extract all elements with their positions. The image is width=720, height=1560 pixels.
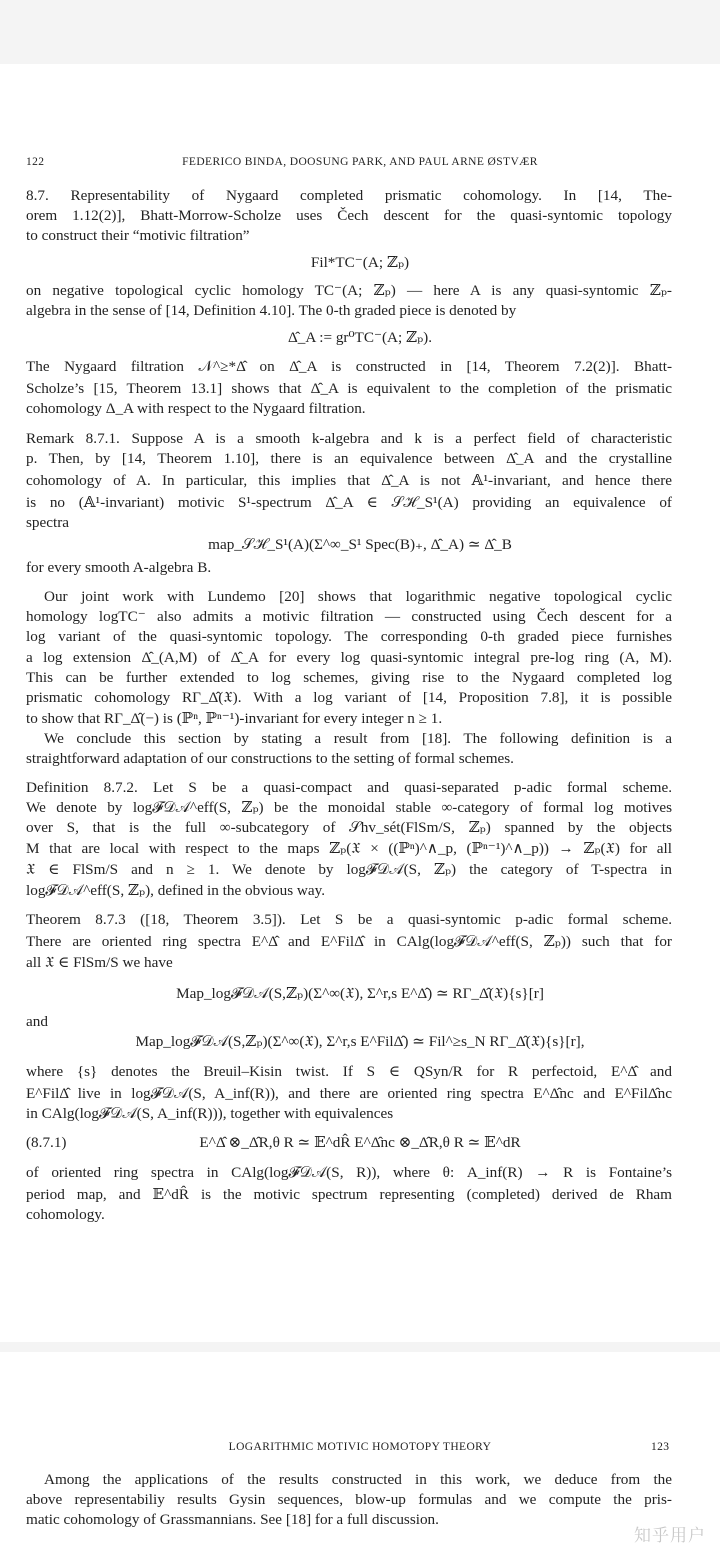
text-line: Theorem 8.7.3 ([18, Theorem 3.5]). Let S be a quasi-syntomic p-adic formal scheme.	[26, 911, 672, 928]
text-line: Scholze’s [15, Theorem 13.1] shows that Δ̂_A is equivalent to the completion of the prismatic	[26, 380, 672, 397]
text-line: spectra	[26, 514, 70, 531]
text-line: matic cohomology of Grassmannians. See [18] for a full discussion.	[26, 1511, 439, 1528]
text-line: homology logTC⁻ also admits a motivic filtration — constructed using Čech descent for a	[26, 608, 672, 625]
text-line: Map_log𝓕𝒟𝒜(S,ℤₚ)(Σ^∞(𝔛), Σ^r,s E^FilΔ̂) ≃ Fil^≥s_N RΓ_Δ̂(𝔛){s}[r],	[135, 1033, 585, 1050]
text-line: cohomology.	[26, 1206, 105, 1223]
page-number-2: 123	[651, 1441, 670, 1453]
text-line: straightforward adaptation of our constructions to the setting of formal schemes.	[26, 750, 514, 767]
text-line: E^FilΔ̂ live in log𝓕𝒟𝒜(S, A_inf(R)), and there are oriented ring spectra E^Δ̂nc and E^FilΔ̂nc	[26, 1085, 672, 1102]
text-line: is no (𝔸¹-invariant) motivic S¹-spectrum Δ̂_A ∈ 𝒮ℋ_S¹(A) providing an equivalence of	[26, 494, 672, 511]
text-line: We conclude this section by stating a result from [18]. The following definition is a	[44, 730, 672, 747]
text-line: where {s} denotes the Breuil–Kisin twist. If S ∈ QSyn/R for R perfectoid, E^Δ̂ and	[26, 1063, 672, 1080]
text-line: of oriented ring spectra in CAlg(log𝓕𝒟𝒜(S, R)), where θ: A_inf(R) → R is Fontaine’s	[26, 1164, 672, 1181]
text-line: orem 1.12(2)], Bhatt-Morrow-Scholze uses Čech descent for the quasi-syntomic topology	[26, 207, 672, 224]
text-line: log𝓕𝒟𝒜^eff(S, ℤₚ), defined in the obvious way.	[26, 882, 326, 899]
text-line: to construct their “motivic filtration”	[26, 227, 250, 244]
text-line: log variant of the quasi-syntomic topology. The corresponding 0-th graded piece furnishes	[26, 628, 672, 645]
text-line: period map, and 𝔼^dR̂ is the motivic spectrum representing (completed) derived de Rham	[26, 1186, 672, 1203]
text-line: Map_log𝓕𝒟𝒜(S,ℤₚ)(Σ^∞(𝔛), Σ^r,s E^Δ̂) ≃ RΓ_Δ̂(𝔛){s}[r]	[176, 985, 544, 1002]
text-line: and	[26, 1013, 48, 1030]
page-number: 122	[26, 156, 45, 168]
running-header: FEDERICO BINDA, DOOSUNG PARK, AND PAUL ARNE ØSTVÆR	[182, 156, 538, 168]
text-line: in CAlg(log𝓕𝒟𝒜(S, A_inf(R))), together with equivalences	[26, 1105, 394, 1122]
text-line: M that are local with respect to the maps ℤₚ(𝔛 × ((ℙⁿ)^∧_p, (ℙⁿ⁻¹)^∧_p)) → ℤₚ(𝔛) for all	[26, 840, 672, 857]
text-line: p. Then, by [14, Theorem 1.10], there is an equivalence between Δ̂_A and the crystalline	[26, 450, 672, 467]
text-line: all 𝔛 ∈ FlSm/S we have	[26, 954, 173, 971]
text-line: There are oriented ring spectra E^Δ̂ and E^FilΔ̂ in CAlg(log𝓕𝒟𝒜^eff(S, ℤₚ)) such that for	[26, 933, 672, 950]
text-line: Δ̂_A := gr⁰TC⁻(A; ℤₚ).	[287, 329, 433, 346]
text-line: Definition 8.7.2. Let S be a quasi-compact and quasi-separated p-adic formal scheme.	[26, 779, 672, 796]
text-line: above representabiliy results Gysin sequences, blow-up formulas and we compute the pris-	[26, 1491, 672, 1508]
text-line: prismatic cohomology RΓ_Δ̂(𝔛). With a log variant of [14, Proposition 7.8], it is possible	[26, 689, 672, 706]
text-line: cohomology of A. In particular, this implies that Δ̂_A is not 𝔸¹-invariant, and hence there	[26, 472, 672, 489]
text-line: over S, that is the full ∞-subcategory of 𝒮hv_sét(FlSm/S, ℤₚ) spanned by the objects	[26, 819, 672, 836]
text-line: Among the applications of the results constructed in this work, we deduce from the	[44, 1471, 672, 1488]
text-line: cohomology Δ_A with respect to the Nygaard filtration.	[26, 400, 366, 417]
text-line: Our joint work with Lundemo [20] shows that logarithmic negative topological cyclic	[44, 588, 672, 605]
text-line: 𝔛 ∈ FlSm/S and n ≥ 1. We denote by log𝓕𝒟𝒜(S, ℤₚ) the category of T-spectra in	[26, 861, 672, 878]
text-line: a log extension Δ̂_(A,M) of Δ̂_A for every log quasi-syntomic integral pre-log ring (A, M).	[26, 649, 672, 666]
watermark: 知乎用户	[634, 1526, 706, 1546]
text-line: for every smooth A-algebra B.	[26, 559, 212, 576]
text-line: We denote by log𝓕𝒟𝒜^eff(S, ℤₚ) be the monoidal stable ∞-category of formal log motives	[26, 799, 672, 816]
running-header-2: LOGARITHMIC MOTIVIC HOMOTOPY THEORY	[228, 1441, 492, 1453]
text-line: to show that RΓ_Δ̂(−) is (ℙⁿ, ℙⁿ⁻¹)-invariant for every integer n ≥ 1.	[26, 710, 443, 727]
text-line: E^Δ̂ ⊗_Δ̂R,θ R ≃ 𝔼^dR̂ E^Δ̂nc ⊗_Δ̂R,θ R ≃ 𝔼^dR	[199, 1134, 521, 1151]
text-line: (8.7.1)	[26, 1134, 67, 1151]
text-line: The Nygaard filtration 𝒩^≥*Δ̂ on Δ̂_A is constructed in [14, Theorem 7.2(2)]. Bhatt-	[26, 358, 672, 375]
text-line: map_𝒮ℋ_S¹(A)(Σ^∞_S¹ Spec(B)₊, Δ̂_A) ≃ Δ̂_B	[208, 536, 512, 553]
text-line: 8.7. Representability of Nygaard completed prismatic cohomology. In [14, The-	[26, 187, 672, 204]
text-line: on negative topological cyclic homology TC⁻(A; ℤₚ) — here A is any quasi-syntomic ℤₚ-	[26, 282, 672, 299]
text-line: Remark 8.7.1. Suppose A is a smooth k-algebra and k is a perfect field of characteristic	[26, 430, 672, 447]
text-line: Fil*TC⁻(A; ℤₚ)	[310, 254, 410, 271]
text-line: algebra in the sense of [14, Definition 4.10]. The 0-th graded piece is denoted by	[26, 302, 517, 319]
text-line: This can be further extended to log schemes, giving rise to the Nygaard completed log	[26, 669, 672, 686]
